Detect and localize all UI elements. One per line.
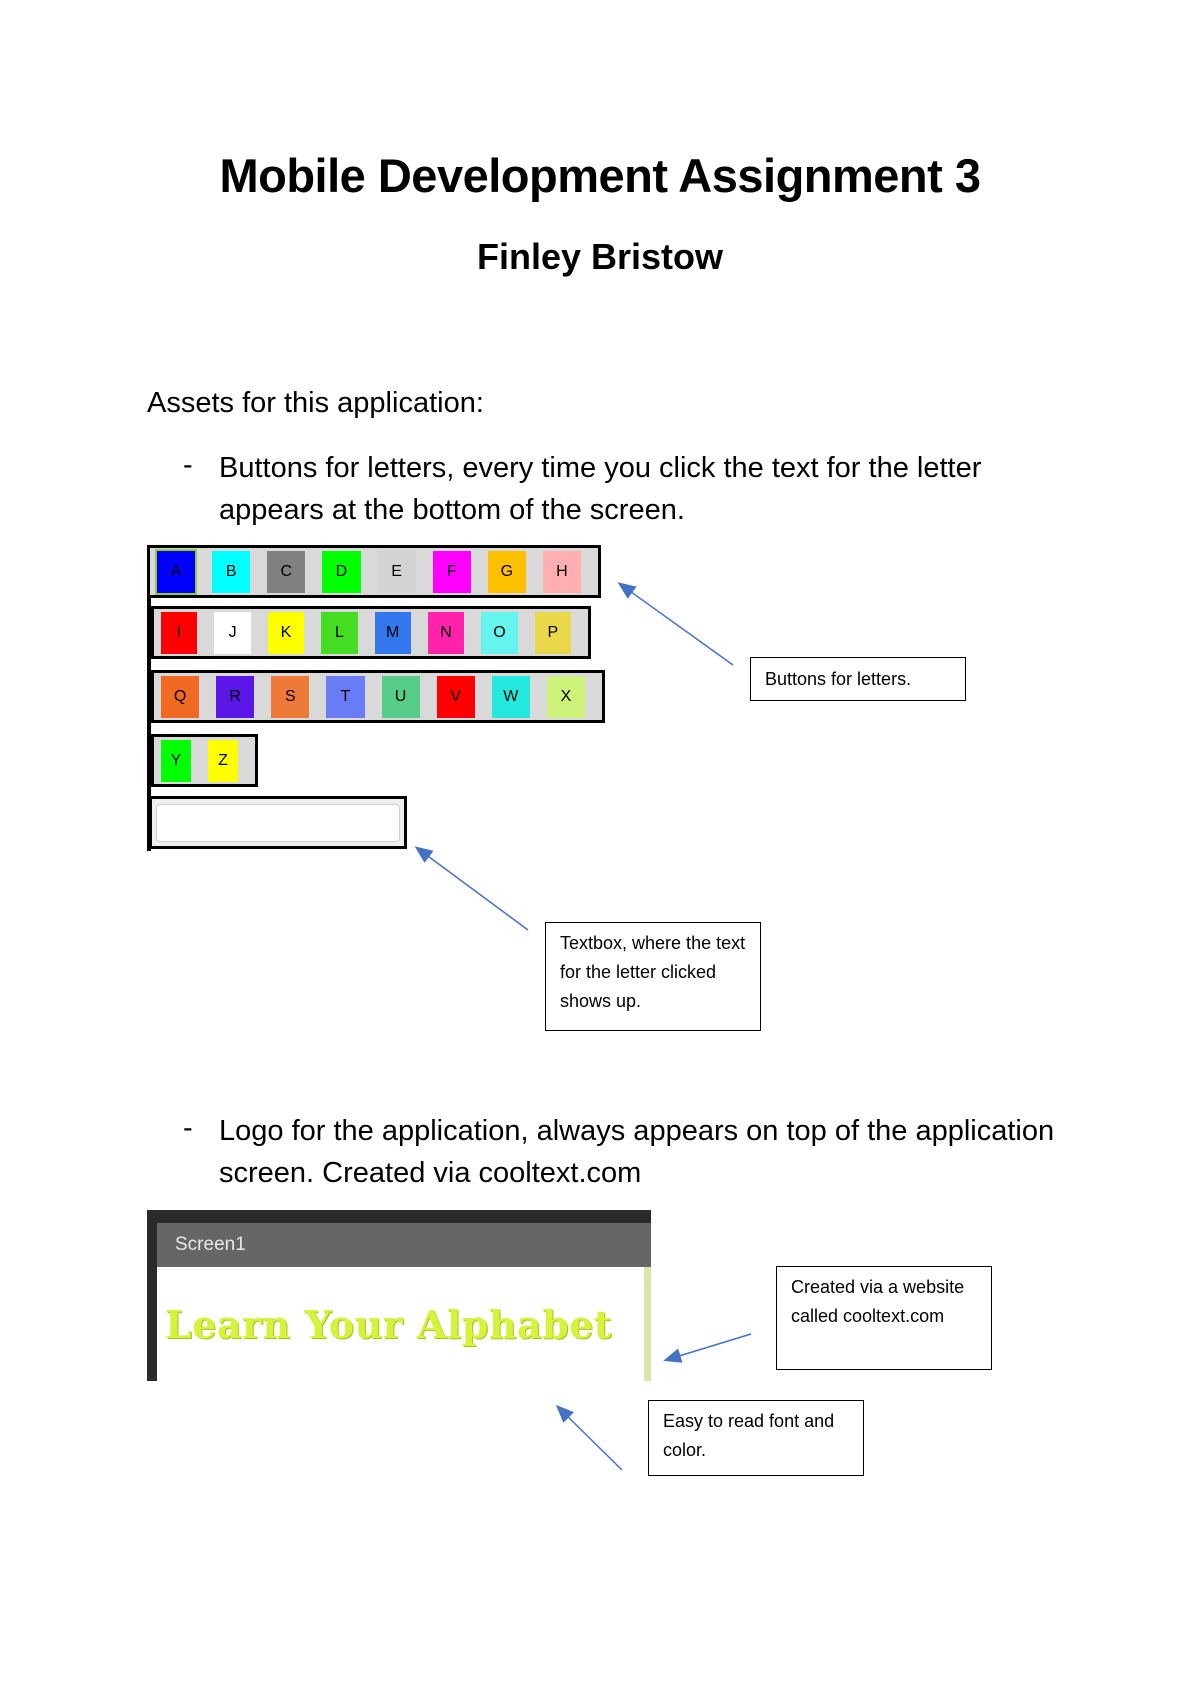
letter-button-y[interactable]: Y <box>161 740 191 782</box>
letter-button-p[interactable]: P <box>535 612 571 654</box>
letter-button-i[interactable]: I <box>161 612 197 654</box>
letter-button-w[interactable]: W <box>492 676 530 718</box>
bullet-buttons-text: Buttons for letters, every time you click the text for the letter appears at the bottom of the screen. <box>219 452 982 526</box>
letter-button-o[interactable]: O <box>481 612 517 654</box>
assets-heading: Assets for this application: <box>147 387 484 419</box>
bullet-dash: - <box>183 449 193 481</box>
letter-button-g[interactable]: G <box>488 551 526 593</box>
letter-button-j[interactable]: J <box>214 612 250 654</box>
arrow-to-buttons <box>620 584 733 665</box>
callout-textbox: Textbox, where the text for the letter clicked shows up. <box>545 922 761 1031</box>
app-logo: Learn Your Alphabet <box>165 1302 612 1347</box>
letter-button-d[interactable]: D <box>322 551 360 593</box>
document-title: Mobile Development Assignment 3 <box>219 149 981 202</box>
letter-button-r[interactable]: R <box>216 676 254 718</box>
letter-button-q[interactable]: Q <box>161 676 199 718</box>
letter-button-h[interactable]: H <box>543 551 581 593</box>
letter-button-a[interactable]: A <box>157 551 195 593</box>
arrow-to-textbox <box>417 848 528 930</box>
letter-button-n[interactable]: N <box>428 612 464 654</box>
callout-cooltext: Created via a website called cooltext.com <box>776 1266 992 1370</box>
letter-button-f[interactable]: F <box>433 551 471 593</box>
letter-button-m[interactable]: M <box>375 612 411 654</box>
letter-button-b[interactable]: B <box>212 551 250 593</box>
letter-button-k[interactable]: K <box>268 612 304 654</box>
bullet-logo-text: Logo for the application, always appears on top of the application screen. Created via cooltext.com <box>219 1115 1055 1189</box>
callout-font: Easy to read font and color. <box>648 1400 864 1476</box>
bullet-dash: - <box>183 1112 193 1144</box>
arrow-to-logo-text <box>558 1407 622 1470</box>
letter-button-l[interactable]: L <box>321 612 357 654</box>
callout-buttons: Buttons for letters. <box>750 657 966 701</box>
letter-button-s[interactable]: S <box>271 676 309 718</box>
letter-button-u[interactable]: U <box>382 676 420 718</box>
letter-button-x[interactable]: X <box>547 676 585 718</box>
letter-button-z[interactable]: Z <box>208 740 238 782</box>
author-name: Finley Bristow <box>476 236 724 277</box>
arrow-to-logo-screen <box>666 1334 751 1360</box>
screen-title-bar: Screen1 <box>157 1223 651 1267</box>
letter-button-c[interactable]: C <box>267 551 305 593</box>
letter-button-t[interactable]: T <box>326 676 364 718</box>
letter-button-e[interactable]: E <box>378 551 416 593</box>
letter-button-v[interactable]: V <box>437 676 475 718</box>
